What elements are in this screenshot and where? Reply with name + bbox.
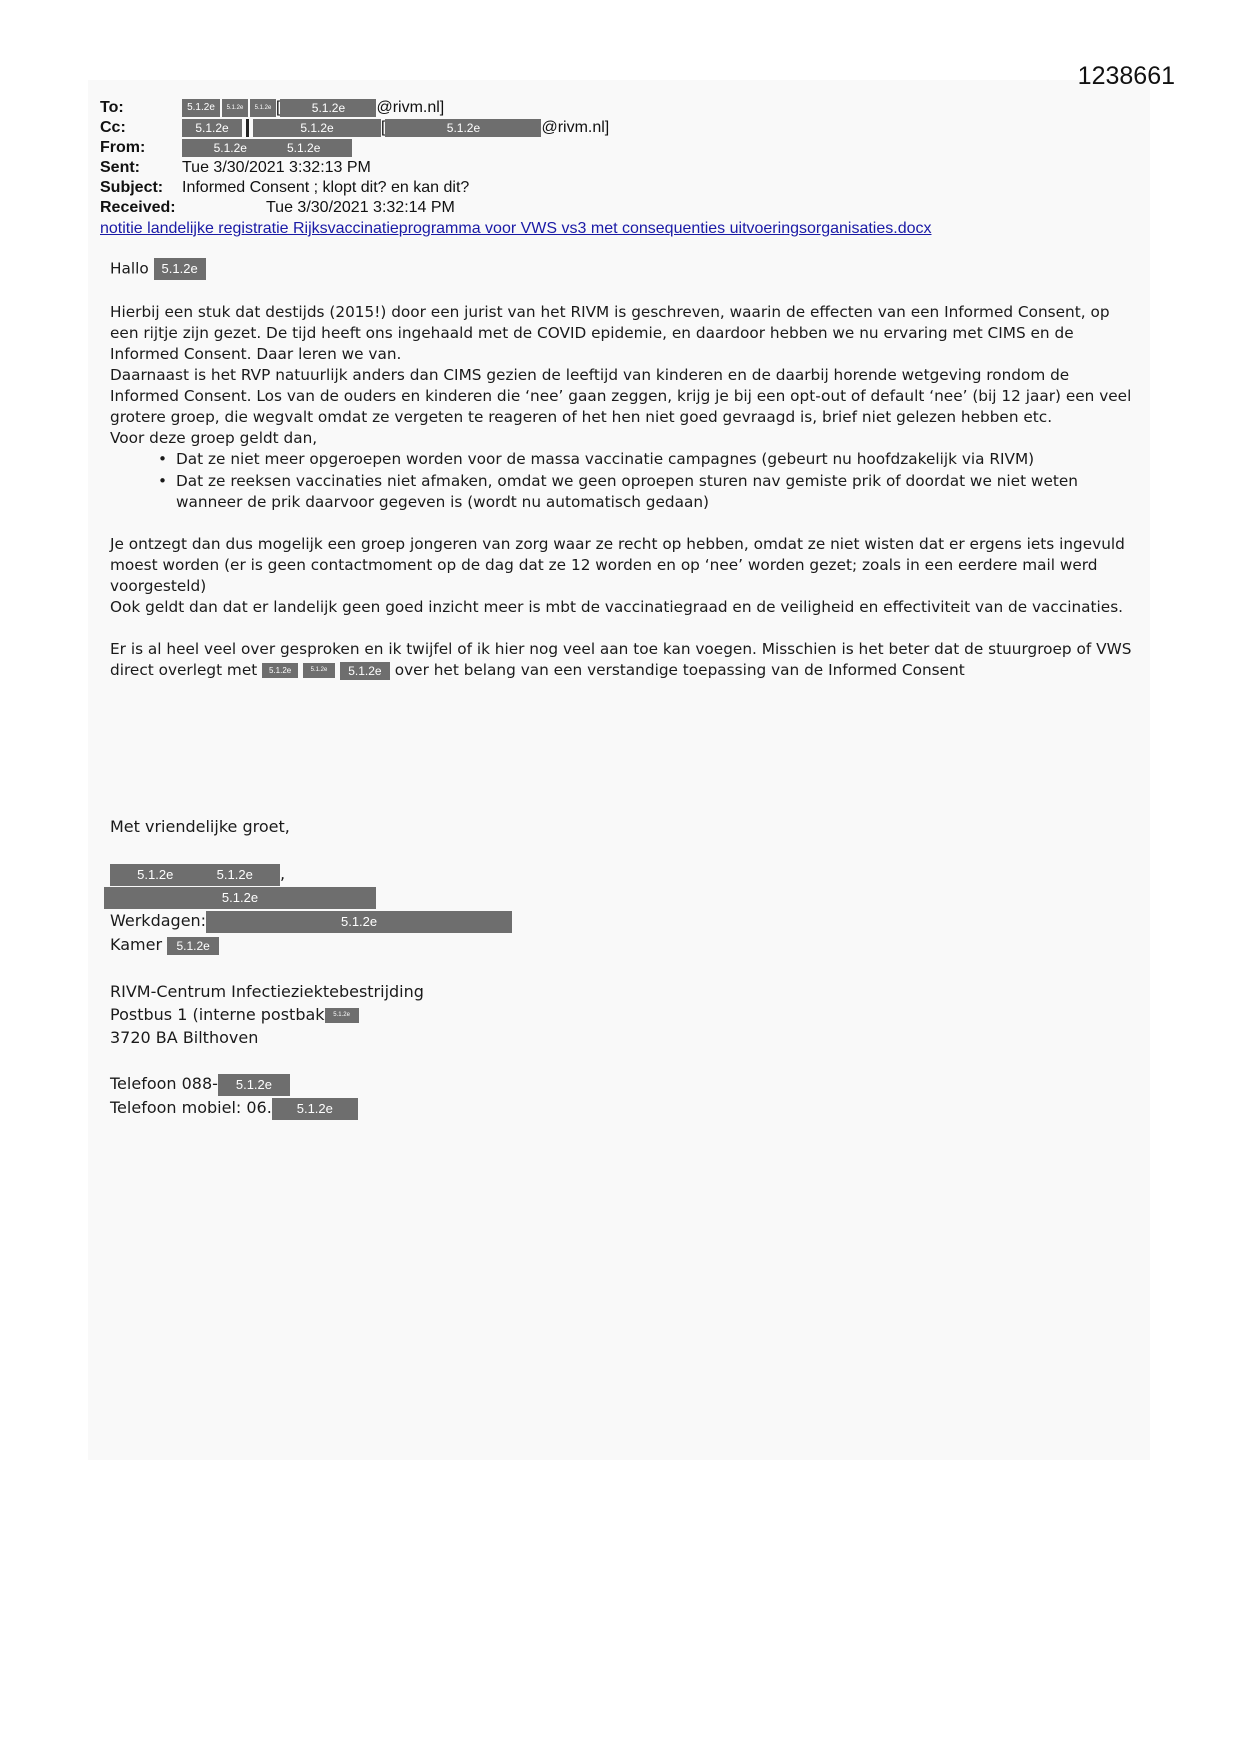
paragraph: Hierbij een stuk dat destijds (2015!) door een jurist van het RIVM is geschreven, waarin de effecten van een Informed Consent, op een rijtje zijn gezet. De tijd heeft ons ingehaald met de COVID epidemie, en daardoor hebben we nu ervaring met CIMS en de Informed Consent. Daar leren we van.	[110, 303, 1110, 363]
sent-value: Tue 3/30/2021 3:32:13 PM	[182, 159, 371, 176]
list-item: • Dat ze niet meer opgeroepen worden voor de massa vaccinatie campagnes (gebeurt nu hoofdzakelijk via RIVM)	[158, 450, 1035, 468]
redaction-box: 5.1.2e	[325, 1008, 359, 1023]
redaction-box: 5.1.2e	[218, 1074, 290, 1096]
redaction-box: 5.1.2e	[182, 119, 242, 137]
email-body	[110, 258, 1140, 681]
paragraph: Voor deze groep geldt dan,	[110, 429, 318, 447]
to-label: To:	[100, 99, 124, 116]
document-number: 1238661	[1077, 62, 1175, 90]
signature-title	[104, 885, 376, 909]
to-email-suffix: @rivm.nl]	[376, 99, 445, 116]
redaction-box: 5.1.2e	[385, 119, 541, 137]
redaction-box: 5.1.2e 5.1.2e	[182, 139, 352, 157]
cc-email-suffix: @rivm.nl]	[541, 119, 610, 136]
list-item: • Dat ze reeksen vaccinaties niet afmaken, omdat we geen oproepen sturen nav gemiste prik of doordat we niet weten wanneer de prik daarvoor gegeven is (wordt nu automatisch gedaan)	[158, 472, 1078, 511]
city-line: 3720 BA Bilthoven	[110, 1028, 259, 1047]
redaction-box: 5.1.2e	[253, 119, 381, 137]
paragraph: Ook geldt dan dat er landelijk geen goed inzicht meer is mbt de vaccinatiegraad en de veiligheid en effectiviteit van de vaccinaties.	[110, 598, 1124, 616]
redaction-box: 5.1.2e	[340, 662, 390, 680]
phone-line: Telefoon 088- 5.1.2e	[110, 1072, 290, 1096]
postbus-line: Postbus 1 (interne postbak 5.1.2e	[110, 1003, 359, 1027]
kamer-line: Kamer 5.1.2e	[110, 933, 219, 957]
redaction-box: 5.1.2e	[104, 887, 376, 909]
subject-value: Informed Consent ; klopt dit? en kan dit?	[182, 179, 470, 196]
redaction-box: 5.1.2e	[280, 99, 376, 117]
paragraph: Er is al heel veel over gesproken en ik twijfel of ik hier nog veel aan toe kan voegen. Misschien is het beter dat de stuurgroep of VWS direct overlegt met 5.1.2e 5.1.2e 5.1.2e over het belang van een verstandige toepassing van de Informed Consent	[110, 640, 1132, 679]
redaction-box: 5.1.2e	[206, 911, 512, 933]
paragraph: Je ontzegt dan dus mogelijk een groep jongeren van zorg waar ze recht op hebben, omdat ze niet wisten dat er ergens iets ingevuld moest worden (er is geen contactmoment op de dag dat ze 12 worden en op ‘nee’ worden gezet; zoals in een eerdere mail werd voorgesteld)	[110, 535, 1125, 595]
attachment-link[interactable]: notitie landelijke registratie Rijksvaccinatieprogramma voor VWS vs3 met consequenties uitvoeringsorganisaties.docx	[100, 220, 932, 237]
from-label: From:	[100, 139, 146, 156]
redaction-box: 5.1.2e	[167, 937, 219, 955]
paragraph: Daarnaast is het RVP natuurlijk anders dan CIMS gezien de leeftijd van kinderen en de daarbij horende wetgeving rondom de Informed Consent. Los van de ouders en kinderen die ‘nee’ gaan zeggen, krijg je bij een opt-out of default ‘nee’ (bij 12 jaar) een veel grotere groep, die wegvalt omdat ze vergeten te reageren of het hen niet goed gevraagd is, brief niet gelezen hebben etc.	[110, 366, 1132, 426]
redaction-box: 5.1.2e	[262, 663, 298, 678]
redaction-box: 5.1.2e	[250, 99, 276, 117]
cc-label: Cc:	[100, 119, 126, 136]
subject-label: Subject:	[100, 179, 164, 196]
sent-label: Sent:	[100, 159, 140, 176]
signature-name: 5.1.2e 5.1.2e ,	[110, 862, 285, 886]
bullet-list	[158, 449, 1140, 513]
received-value: Tue 3/30/2021 3:32:14 PM	[266, 199, 455, 216]
mobile-line: Telefoon mobiel: 06. 5.1.2e	[110, 1096, 358, 1120]
greeting-line: Hallo 5.1.2e	[110, 258, 1140, 280]
redaction-box: 5.1.2e	[222, 99, 248, 117]
redaction-box: 5.1.2e	[272, 1098, 358, 1120]
redaction-box: 5.1.2e	[182, 99, 220, 117]
redaction-box: 5.1.2e 5.1.2e	[110, 864, 280, 886]
closing: Met vriendelijke groet,	[110, 817, 290, 836]
organization: RIVM-Centrum Infectieziektebestrijding	[110, 982, 424, 1001]
werkdagen-line: Werkdagen: 5.1.2e	[110, 909, 512, 933]
received-label: Received:	[100, 199, 176, 216]
redaction-box: 5.1.2e	[303, 663, 335, 678]
redaction-box: 5.1.2e	[154, 258, 206, 280]
